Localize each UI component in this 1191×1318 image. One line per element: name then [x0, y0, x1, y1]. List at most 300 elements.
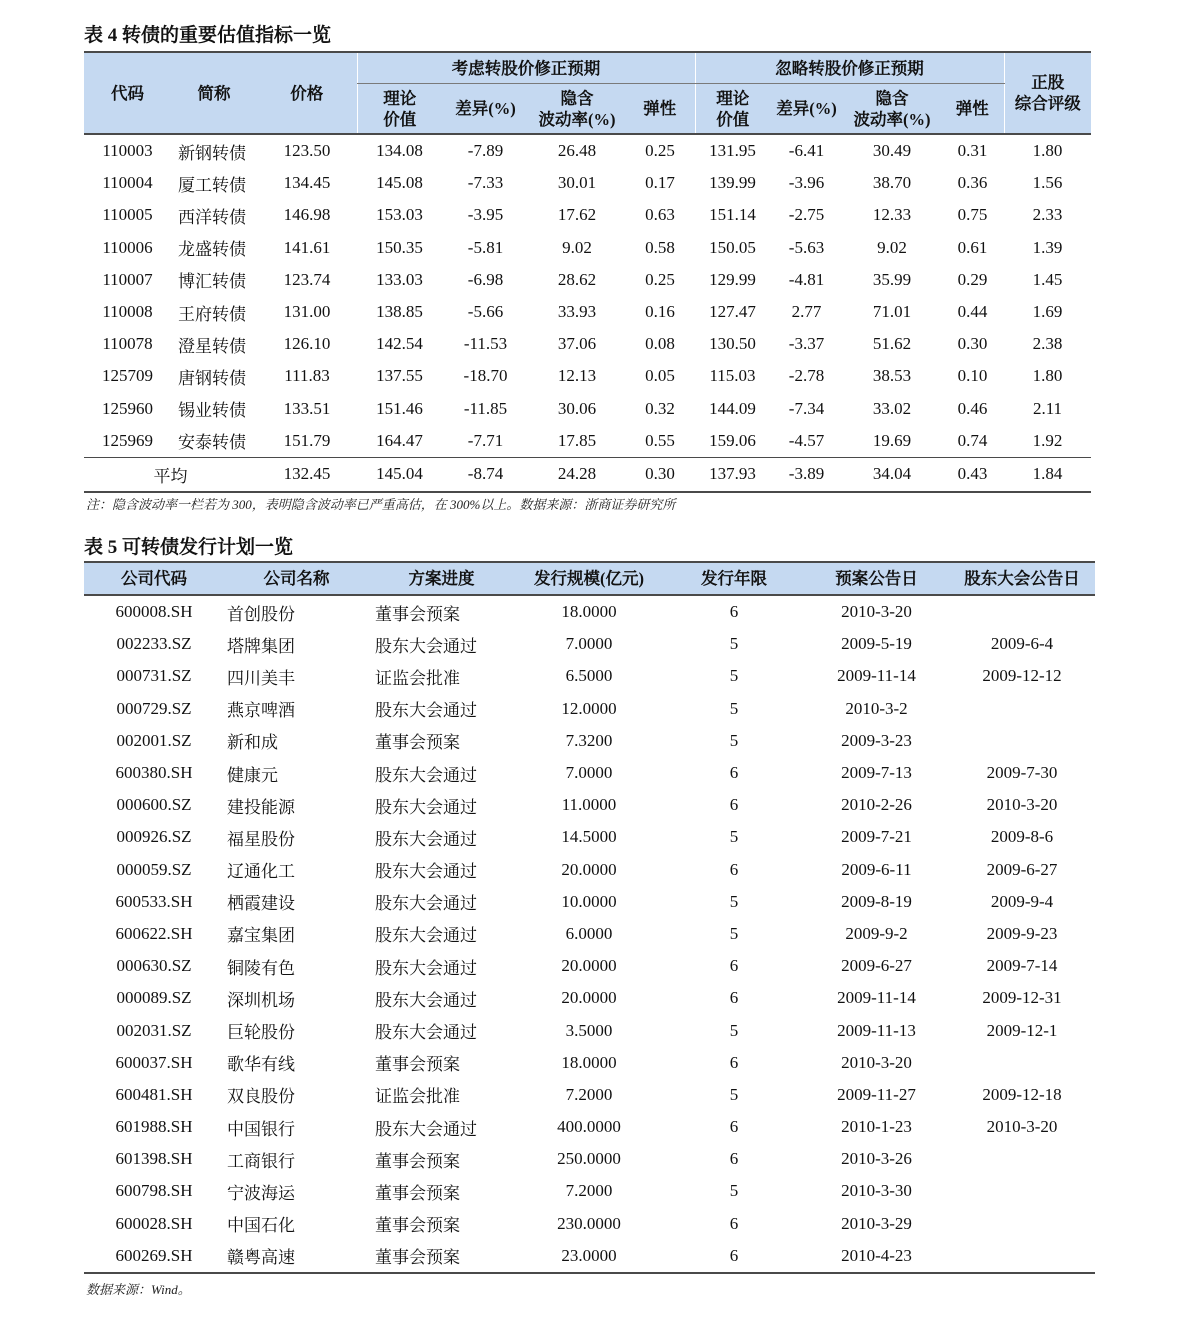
header-code: 代码	[84, 52, 171, 134]
header-name: 简称	[171, 52, 257, 134]
term-cell: 5	[729, 1181, 739, 1201]
company-name-cell: 宁波海运	[227, 1183, 295, 1203]
issue-size-cell: 23.0000	[561, 1245, 617, 1265]
table-row	[84, 134, 1091, 167]
company-name-cell: 歌华有线	[227, 1055, 295, 1075]
valuation-table-header	[84, 52, 1091, 134]
header-group-without-revision: 忽略转股价修正预期	[695, 52, 1004, 84]
issue-size-cell: 10.0000	[561, 891, 617, 911]
header-diff: 差异(%)	[442, 84, 529, 135]
table5-title: 表 5 可转债发行计划一览	[84, 537, 294, 558]
progress-cell: 董事会预案	[375, 733, 460, 753]
code-cell: 125960	[102, 398, 153, 418]
rating-cell: 1.39	[1032, 237, 1063, 257]
table-row	[84, 1143, 1095, 1175]
header-rating-line1: 正股	[1031, 73, 1065, 92]
progress-cell: 股东大会通过	[375, 990, 477, 1010]
progress-cell: 股东大会通过	[375, 1023, 477, 1043]
code-cell: 110008	[102, 302, 153, 322]
table-row	[84, 199, 1091, 231]
company-code-cell: 002233.SZ	[116, 634, 192, 654]
implied-vol-cell: 9.02	[877, 237, 907, 257]
elasticity-cell: 0.36	[957, 173, 988, 193]
issuance-plan-body	[84, 595, 1095, 1273]
elasticity-cell: 0.44	[957, 302, 988, 322]
table-row	[84, 854, 1095, 886]
progress-cell: 股东大会通过	[375, 829, 477, 849]
meeting-date-cell: 2009-12-12	[982, 666, 1062, 686]
progress-cell: 董事会预案	[375, 1248, 460, 1268]
plan-date-cell: 2010-3-30	[841, 1181, 912, 1201]
average-cell: -3.89	[770, 457, 843, 492]
issue-size-cell: 7.2000	[565, 1084, 613, 1104]
theory-value-cell: 139.99	[709, 173, 756, 193]
progress-cell: 证监会批准	[375, 668, 460, 688]
meeting-date-cell: 2009-9-4	[990, 891, 1054, 911]
diff-cell: -2.78	[788, 366, 825, 386]
rating-cell: 2.33	[1032, 205, 1063, 225]
price-cell: 111.83	[284, 366, 330, 386]
theory-value-cell: 145.08	[376, 173, 423, 193]
term-cell: 5	[729, 634, 739, 654]
term-cell: 6	[729, 763, 739, 783]
meeting-date-cell: 2009-8-6	[990, 827, 1054, 847]
diff-cell: -5.81	[467, 237, 504, 257]
company-name-cell: 嘉宝集团	[227, 926, 295, 946]
progress-cell: 董事会预案	[375, 604, 460, 624]
issue-size-cell: 7.0000	[565, 763, 613, 783]
company-name-cell: 燕京啤酒	[227, 701, 295, 721]
term-cell: 5	[729, 698, 739, 718]
table-row	[84, 1240, 1095, 1273]
term-cell: 5	[729, 1020, 739, 1040]
issue-size-cell: 3.5000	[565, 1020, 613, 1040]
issuance-plan-table	[84, 561, 1095, 1274]
plan-date-cell: 2009-7-13	[841, 763, 912, 783]
theory-value-cell: 159.06	[709, 430, 756, 450]
header-meeting-date: 股东大会公告日	[949, 562, 1095, 595]
plan-date-cell: 2009-6-27	[841, 956, 912, 976]
elasticity-cell: 0.25	[645, 141, 675, 161]
table-row	[84, 1014, 1095, 1046]
header-progress: 方案进度	[369, 562, 514, 595]
code-cell: 125969	[102, 430, 153, 450]
meeting-date-cell: 2010-3-20	[986, 795, 1058, 815]
company-name-cell: 赣粤高速	[227, 1248, 295, 1268]
theory-value-cell: 150.05	[709, 237, 756, 257]
rating-cell: 2.11	[1032, 398, 1063, 418]
header-company-code: 公司代码	[84, 562, 224, 595]
header-iv-line1: 隐含	[875, 88, 909, 108]
table-row	[84, 167, 1091, 199]
name-cell: 博汇转债	[178, 272, 246, 292]
meeting-date-cell	[949, 1208, 1095, 1240]
issue-size-cell: 230.0000	[557, 1213, 621, 1233]
name-cell: 安泰转债	[178, 433, 246, 453]
diff-cell: -7.33	[467, 173, 504, 193]
company-code-cell: 600028.SH	[115, 1213, 193, 1233]
table-row	[84, 757, 1095, 789]
rating-cell: 1.45	[1032, 269, 1063, 289]
progress-cell: 董事会预案	[375, 1183, 460, 1203]
diff-cell: -6.41	[788, 141, 825, 161]
diff-cell: -11.53	[463, 334, 508, 354]
elasticity-cell: 0.63	[645, 205, 675, 225]
header-theory-line1: 理论	[383, 88, 417, 108]
meeting-date-cell	[949, 595, 1095, 628]
plan-date-cell: 2009-5-19	[841, 634, 912, 654]
elasticity-cell: 0.30	[957, 334, 988, 354]
elasticity-cell: 0.75	[957, 205, 988, 225]
meeting-date-cell: 2009-6-4	[990, 634, 1054, 654]
diff-cell: -5.63	[788, 237, 825, 257]
header-iv-line1: 隐含	[560, 88, 594, 108]
elasticity-cell: 0.31	[957, 141, 988, 161]
company-name-cell: 新和成	[227, 733, 278, 753]
progress-cell: 董事会预案	[375, 1216, 460, 1236]
price-cell: 146.98	[283, 205, 331, 225]
header-rating	[1004, 52, 1091, 134]
code-cell: 110007	[102, 269, 153, 289]
theory-value-cell: 151.14	[709, 205, 756, 225]
company-name-cell: 健康元	[227, 765, 278, 785]
issue-size-cell: 20.0000	[561, 988, 617, 1008]
rating-cell: 1.92	[1032, 430, 1063, 450]
name-cell: 厦工转债	[178, 175, 246, 195]
elasticity-cell: 0.61	[957, 237, 988, 257]
issue-size-cell: 20.0000	[561, 859, 617, 879]
code-cell: 110006	[102, 237, 153, 257]
elasticity-cell: 0.32	[645, 398, 675, 418]
implied-vol-cell: 26.48	[557, 141, 597, 161]
implied-vol-cell: 38.70	[872, 173, 912, 193]
name-cell: 龙盛转债	[178, 240, 246, 260]
company-name-cell: 巨轮股份	[227, 1023, 295, 1043]
implied-vol-cell: 30.01	[557, 173, 597, 193]
company-name-cell: 塔牌集团	[227, 636, 295, 656]
issue-size-cell: 18.0000	[561, 602, 617, 622]
company-name-cell: 建投能源	[227, 797, 295, 817]
issue-size-cell: 250.0000	[557, 1149, 621, 1169]
header-term: 发行年限	[664, 562, 804, 595]
plan-date-cell: 2010-3-29	[841, 1213, 912, 1233]
rating-cell: 2.38	[1032, 334, 1063, 354]
name-cell: 西洋转债	[178, 207, 246, 227]
elasticity-cell: 0.08	[645, 334, 675, 354]
plan-date-cell: 2009-6-11	[841, 859, 912, 879]
plan-date-cell: 2009-11-13	[837, 1020, 916, 1040]
plan-date-cell: 2010-4-23	[841, 1245, 912, 1265]
company-code-cell: 600269.SH	[115, 1245, 193, 1265]
theory-value-cell: 134.08	[376, 141, 423, 161]
elasticity-cell: 0.16	[645, 302, 675, 322]
meeting-date-cell: 2009-12-31	[982, 988, 1062, 1008]
average-cell: 0.43	[941, 457, 1004, 492]
meeting-date-cell: 2009-7-14	[986, 956, 1058, 976]
term-cell: 6	[729, 1117, 739, 1137]
implied-vol-cell: 30.49	[872, 141, 912, 161]
average-cell: 1.84	[1004, 457, 1091, 492]
header-theory-value-2	[695, 84, 770, 135]
theory-value-cell: 150.35	[376, 237, 423, 257]
header-elasticity-2: 弹性	[941, 84, 1004, 135]
company-code-cell: 000926.SZ	[116, 827, 192, 847]
meeting-date-cell	[949, 1175, 1095, 1207]
implied-vol-cell: 17.85	[557, 430, 597, 450]
header-implied-vol	[529, 84, 625, 135]
header-implied-vol-2	[843, 84, 941, 135]
term-cell: 5	[729, 827, 739, 847]
company-code-cell: 002031.SZ	[116, 1020, 192, 1040]
valuation-table-body	[84, 134, 1091, 492]
company-name-cell: 工商银行	[227, 1151, 295, 1171]
code-cell: 110004	[102, 173, 153, 193]
table-row	[84, 296, 1091, 328]
implied-vol-cell: 17.62	[557, 205, 597, 225]
issue-size-cell: 7.0000	[565, 634, 613, 654]
average-cell: 132.45	[257, 457, 357, 492]
company-code-cell: 000059.SZ	[116, 859, 192, 879]
company-code-cell: 002001.SZ	[116, 730, 192, 750]
term-cell: 6	[729, 1245, 739, 1265]
theory-value-cell: 153.03	[376, 205, 423, 225]
issue-size-cell: 12.0000	[561, 698, 617, 718]
meeting-date-cell: 2009-6-27	[986, 859, 1058, 879]
valuation-table	[84, 51, 1091, 493]
company-code-cell: 000600.SZ	[116, 795, 192, 815]
company-code-cell: 000089.SZ	[116, 988, 192, 1008]
theory-value-cell: 131.95	[709, 141, 756, 161]
diff-cell: -2.75	[788, 205, 825, 225]
table-row	[84, 918, 1095, 950]
company-name-cell: 福星股份	[227, 829, 295, 849]
meeting-date-cell: 2009-12-18	[982, 1084, 1062, 1104]
progress-cell: 股东大会通过	[375, 958, 477, 978]
diff-cell: -3.37	[788, 334, 825, 354]
company-name-cell: 双良股份	[227, 1087, 295, 1107]
progress-cell: 股东大会通过	[375, 1119, 477, 1139]
theory-value-cell: 115.03	[709, 366, 756, 386]
price-cell: 133.51	[283, 398, 331, 418]
name-cell: 王府转债	[178, 304, 246, 324]
elasticity-cell: 0.25	[645, 269, 675, 289]
plan-date-cell: 2010-3-26	[841, 1149, 912, 1169]
issue-size-cell: 18.0000	[561, 1052, 617, 1072]
table-row	[84, 425, 1091, 458]
company-code-cell: 000731.SZ	[116, 666, 192, 686]
rating-cell: 1.80	[1032, 366, 1063, 386]
implied-vol-cell: 33.02	[872, 398, 912, 418]
issue-size-cell: 6.0000	[565, 923, 613, 943]
header-plan-date: 预案公告日	[804, 562, 949, 595]
theory-value-cell: 144.09	[709, 398, 756, 418]
implied-vol-cell: 51.62	[872, 334, 912, 354]
average-row	[84, 457, 1091, 492]
progress-cell: 股东大会通过	[375, 701, 477, 721]
term-cell: 6	[729, 859, 739, 879]
average-cell: 34.04	[843, 457, 941, 492]
term-cell: 5	[729, 730, 739, 750]
header-issue-size: 发行规模(亿元)	[514, 562, 664, 595]
price-cell: 123.50	[283, 141, 331, 161]
name-cell: 锡业转债	[178, 401, 246, 421]
diff-cell: -7.71	[467, 430, 504, 450]
name-cell: 澄星转债	[178, 336, 246, 356]
plan-date-cell: 2009-11-27	[837, 1084, 916, 1104]
progress-cell: 股东大会通过	[375, 797, 477, 817]
diff-cell: -18.70	[463, 366, 508, 386]
company-name-cell: 首创股份	[227, 604, 295, 624]
term-cell: 6	[729, 1149, 739, 1169]
implied-vol-cell: 71.01	[872, 302, 912, 322]
company-name-cell: 中国银行	[227, 1119, 295, 1139]
plan-date-cell: 2009-11-14	[837, 988, 916, 1008]
header-group-with-revision: 考虑转股价修正预期	[357, 52, 695, 84]
table-row	[84, 232, 1091, 264]
diff-cell: -6.98	[467, 269, 504, 289]
progress-cell: 股东大会通过	[375, 894, 477, 914]
term-cell: 6	[729, 795, 739, 815]
implied-vol-cell: 38.53	[872, 366, 912, 386]
implied-vol-cell: 30.06	[557, 398, 597, 418]
table-row	[84, 1175, 1095, 1207]
company-code-cell: 601988.SH	[115, 1117, 193, 1137]
table-row	[84, 725, 1095, 757]
table-row	[84, 264, 1091, 296]
progress-cell: 董事会预案	[375, 1151, 460, 1171]
meeting-date-cell: 2009-9-23	[986, 923, 1058, 943]
price-cell: 131.00	[283, 302, 331, 322]
diff-cell: -7.89	[467, 141, 504, 161]
plan-date-cell: 2010-3-20	[841, 1052, 912, 1072]
company-code-cell: 600481.SH	[115, 1084, 193, 1104]
company-code-cell: 600622.SH	[115, 923, 193, 943]
table4-note: 注：隐含波动率一栏若为 300，表明隐含波动率已严重高估，在 300%以上。数据来源：浙商证券研究所	[86, 497, 676, 512]
price-cell: 123.74	[283, 269, 331, 289]
table-row	[84, 660, 1095, 692]
progress-cell: 股东大会通过	[375, 765, 477, 785]
average-cell: 137.93	[695, 457, 770, 492]
implied-vol-cell: 28.62	[557, 269, 597, 289]
theory-value-cell: 137.55	[376, 366, 423, 386]
table-row	[84, 821, 1095, 853]
code-cell: 110003	[102, 141, 153, 161]
average-label: 平均	[84, 457, 257, 492]
meeting-date-cell	[949, 1143, 1095, 1175]
progress-cell: 股东大会通过	[375, 926, 477, 946]
term-cell: 6	[729, 988, 739, 1008]
theory-value-cell: 129.99	[709, 269, 756, 289]
table-row	[84, 360, 1091, 392]
diff-cell: -4.81	[788, 269, 825, 289]
header-iv-line2: 波动率(%)	[538, 109, 616, 129]
implied-vol-cell: 12.13	[557, 366, 597, 386]
plan-date-cell: 2009-9-2	[845, 923, 908, 943]
implied-vol-cell: 12.33	[872, 205, 912, 225]
plan-date-cell: 2009-7-21	[841, 827, 912, 847]
table-row	[84, 328, 1091, 360]
elasticity-cell: 0.05	[645, 366, 675, 386]
implied-vol-cell: 9.02	[562, 237, 592, 257]
term-cell: 5	[729, 891, 739, 911]
meeting-date-cell: 2010-3-20	[986, 1117, 1058, 1137]
elasticity-cell: 0.74	[957, 430, 988, 450]
header-diff-2: 差异(%)	[770, 84, 843, 135]
diff-cell: -7.34	[788, 398, 825, 418]
issue-size-cell: 20.0000	[561, 956, 617, 976]
elasticity-cell: 0.55	[645, 430, 675, 450]
company-code-cell: 600533.SH	[115, 891, 193, 911]
company-code-cell: 600798.SH	[115, 1181, 193, 1201]
table-row	[84, 595, 1095, 628]
implied-vol-cell: 35.99	[872, 269, 912, 289]
table-row	[84, 789, 1095, 821]
plan-date-cell: 2010-1-23	[841, 1117, 912, 1137]
table-row	[84, 628, 1095, 660]
implied-vol-cell: 37.06	[557, 334, 597, 354]
elasticity-cell: 0.46	[957, 398, 988, 418]
implied-vol-cell: 19.69	[872, 430, 912, 450]
meeting-date-cell	[949, 725, 1095, 757]
theory-value-cell: 164.47	[376, 430, 423, 450]
meeting-date-cell	[949, 693, 1095, 725]
code-cell: 125709	[102, 366, 153, 386]
price-cell: 126.10	[283, 334, 331, 354]
elasticity-cell: 0.17	[645, 173, 675, 193]
table-row	[84, 1079, 1095, 1111]
company-name-cell: 深圳机场	[227, 990, 295, 1010]
theory-value-cell: 130.50	[709, 334, 756, 354]
elasticity-cell: 0.10	[957, 366, 988, 386]
plan-date-cell: 2010-3-20	[841, 602, 912, 622]
plan-date-cell: 2009-11-14	[837, 666, 916, 686]
name-cell: 新钢转债	[178, 143, 246, 163]
average-cell: -8.74	[442, 457, 529, 492]
company-code-cell: 601398.SH	[115, 1149, 193, 1169]
diff-cell: -11.85	[463, 398, 508, 418]
header-theory-line2: 价值	[383, 109, 417, 129]
average-cell: 24.28	[529, 457, 625, 492]
price-cell: 151.79	[283, 430, 331, 450]
table-row	[84, 693, 1095, 725]
rating-cell: 1.56	[1032, 173, 1063, 193]
average-cell: 145.04	[357, 457, 442, 492]
diff-cell: 2.77	[791, 302, 822, 322]
table4-title: 表 4 转债的重要估值指标一览	[84, 25, 332, 46]
header-iv-line2: 波动率(%)	[853, 109, 931, 129]
table5-source: 数据来源：Wind。	[86, 1282, 191, 1297]
company-name-cell: 四川美丰	[227, 668, 295, 688]
plan-date-cell: 2010-3-2	[845, 698, 908, 718]
term-cell: 6	[729, 956, 739, 976]
term-cell: 6	[729, 1213, 739, 1233]
name-cell: 唐钢转债	[178, 368, 246, 388]
company-code-cell: 600037.SH	[115, 1052, 193, 1072]
issue-size-cell: 11.0000	[561, 795, 617, 815]
table-row	[84, 950, 1095, 982]
header-theory-line2: 价值	[716, 109, 750, 129]
price-cell: 134.45	[283, 173, 331, 193]
meeting-date-cell	[949, 1240, 1095, 1273]
table-row	[84, 982, 1095, 1014]
issue-size-cell: 7.2000	[565, 1181, 613, 1201]
theory-value-cell: 133.03	[376, 269, 423, 289]
term-cell: 5	[729, 666, 739, 686]
header-company-name: 公司名称	[224, 562, 369, 595]
table-row	[84, 1111, 1095, 1143]
diff-cell: -4.57	[788, 430, 825, 450]
progress-cell: 股东大会通过	[375, 862, 477, 882]
